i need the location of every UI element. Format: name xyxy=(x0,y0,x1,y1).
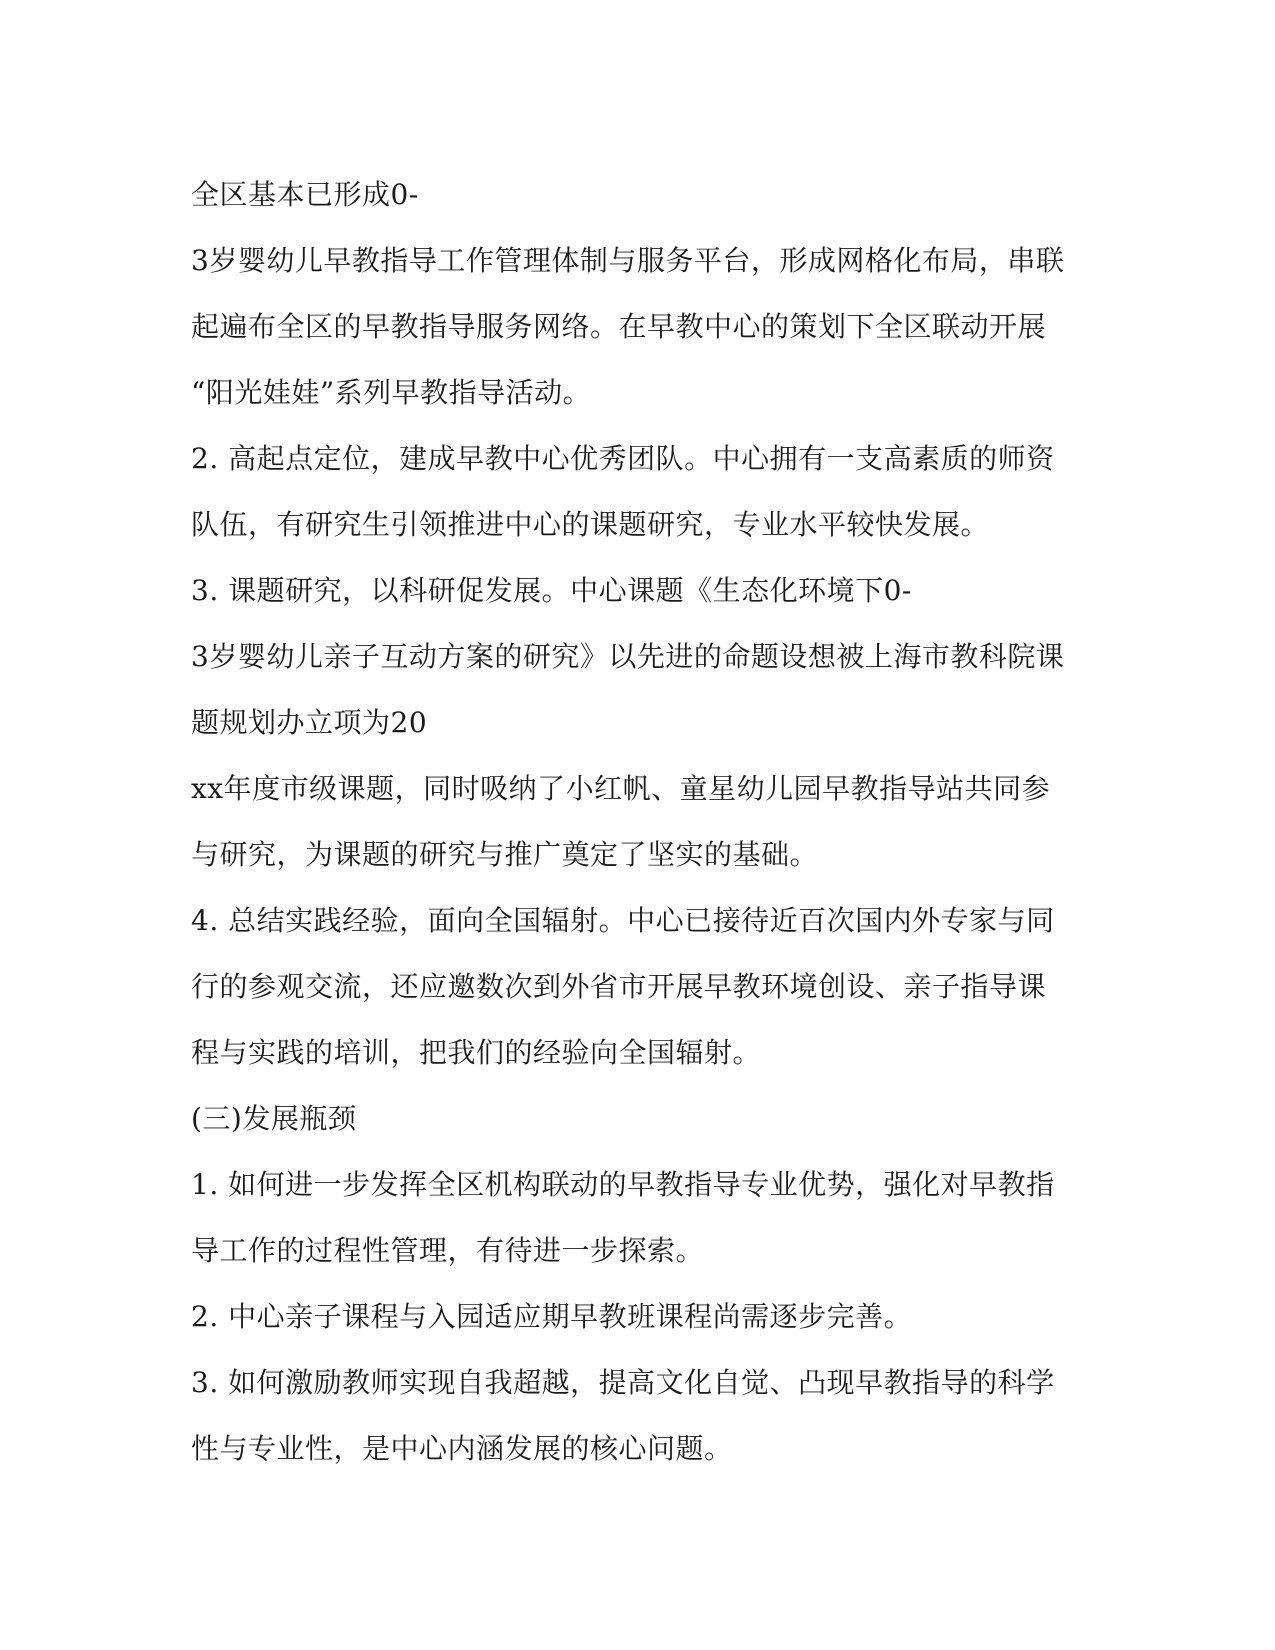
text-line: 起遍布全区的早教指导服务网络。在早教中心的策划下全区联动开展 xyxy=(191,310,1047,343)
text-line: 3岁婴幼儿亲子互动方案的研究》以先进的命题设想被上海市教科院课 xyxy=(191,640,1065,673)
section-heading: (三)发展瓶颈 xyxy=(191,1102,357,1135)
document-body xyxy=(191,162,1091,1482)
text-line: 1. 如何进一步发挥全区机构联动的早教指导专业优势，强化对早教指 xyxy=(191,1168,1055,1201)
text-line: 2. 高起点定位，建成早教中心优秀团队。中心拥有一支高素质的师资 xyxy=(191,442,1055,475)
text-line: 3. 如何激励教师实现自我超越，提高文化自觉、凸现早教指导的科学 xyxy=(191,1366,1055,1399)
text-line: xx年度市级课题，同时吸纳了小红帆、童星幼儿园早教指导站共同参 xyxy=(191,772,1051,805)
text-line: “阳光娃娃”系列早教指导活动。 xyxy=(191,376,592,409)
text-line: 性与专业性，是中心内涵发展的核心问题。 xyxy=(191,1432,733,1465)
text-line: 4. 总结实践经验，面向全国辐射。中心已接待近百次国内外专家与同 xyxy=(191,904,1055,937)
text-line: 3岁婴幼儿早教指导工作管理体制与服务平台，形成网格化布局，串联 xyxy=(191,244,1065,277)
text-line: 行的参观交流，还应邀数次到外省市开展早教环境创设、亲子指导课 xyxy=(191,970,1047,1003)
text-line: 导工作的过程性管理，有待进一步探索。 xyxy=(191,1234,705,1267)
text-line: 全区基本已形成0- xyxy=(191,178,419,211)
text-line: 2. 中心亲子课程与入园适应期早教班课程尚需逐步完善。 xyxy=(191,1300,913,1333)
text-line: 与研究，为课题的研究与推广奠定了坚实的基础。 xyxy=(191,838,819,871)
text-line: 题规划办立项为20 xyxy=(191,706,428,739)
text-line: 程与实践的培训，把我们的经验向全国辐射。 xyxy=(191,1036,762,1069)
text-line: 队伍，有研究生引领推进中心的课题研究，专业水平较快发展。 xyxy=(191,508,990,541)
text-line: 3. 课题研究，以科研促发展。中心课题《生态化环境下0- xyxy=(191,574,912,607)
